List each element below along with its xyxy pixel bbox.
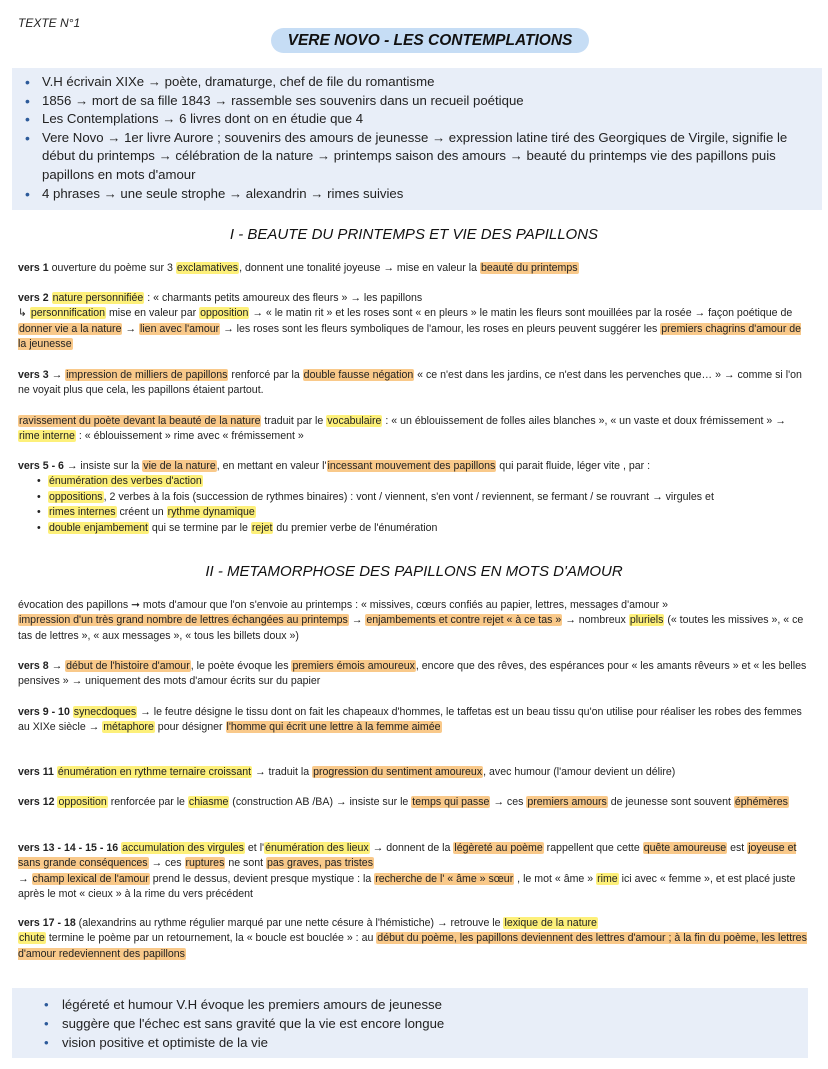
part2-evocation: évocation des papillons ➞ mots d'amour que l'on s'envoie au printemps : « missives, cœurs confiés au papier, lettres, messages d'amour » impression d'un très grand nombre de lettres échangées au printemps → enjambements et contre rejet « à ce tas » → nombreux pluriels (« toutes les missives », « ce tas de lettres », « aux messages », « tous les billets doux ») [18,599,804,642]
part1-v1: vers 1 ouverture du poème sur 3 exclamatives, donnent une tonalité joyeuse → mise en valeur la beauté du printemps [18,262,578,274]
page-title: VERE NOVO - LES CONTEMPLATIONS [271,28,589,53]
conclusion-item: • légéreté et humour V.H évoque les premiers amours de jeunesse [62,995,808,1014]
list-item: • rimes internes créent un rythme dynamique [48,505,808,520]
intro-item: • Les Contemplations → 6 livres dont on en étudie que 4 [42,110,804,129]
intro-item: • V.H écrivain XIXe → poète, dramaturge, chef de file du romantisme [42,73,804,92]
part2-v1316: vers 13 - 14 - 15 - 16 accumulation des virgules et l'énumération des lieux → donnent de la légèreté au poème rappellent que cette quête amoureuse est joyeuse et sans grande conséquences → ces ruptures ne sont pas graves, pas tristes → champ lexical de l'amour prend le dessus, devient presque mystique : la recherche de l' « âme » sœur , le mot « âme » rime ici avec « femme », et est placé juste après le mot « cieux » à la rime du vers précédent [18,842,797,901]
part1-v56: vers 5 - 6 → insiste sur la vie de la nature, en mettant en valeur l'incessant mouvement des papillons qui parait fluide, léger vite , par : • énumération des verbes d'action • oppositions, 2 verbes à la fois (succession de rythmes binaires) : vont / viennent, s'en vont / reviennent, se fermant / se rouvrant → virgules et • rimes internes créent un rythme dynamique • double enjambement qui se termine par le rejet du premier verbe de l'énumération [18,459,808,536]
part2-v910: vers 9 - 10 synecdoques → le feutre désigne le tissu dont on fait les chapeaux d'hommes, le taffetas est un beau tissu qu'on utilise pour réaliser les robes des femmes au XIXe siècle → métaphore pour désigner l'homme qui écrit une lettre à la femme aimée [18,706,802,734]
part2-v11: vers 11 énumération en rythme ternaire croissant → traduit la progression du sentiment amoureux, avec humour (l'amour devient un délire) [18,766,676,778]
intro-item: • Vere Novo → 1er livre Aurore ; souvenirs des amours de jeunesse → expression latine tiré des Georgiques de Virgile, signifie le début du printemps → célébration de la nature → printemps saison des amours → beauté du printemps vie des papillons puis papillons en mots d'amour [42,129,804,185]
list-item: • double enjambement qui se termine par le rejet du premier verbe de l'énumération [48,521,808,536]
section-title-2: II - METAMORPHOSE DES PAPILLONS EN MOTS D'AMOUR [205,563,623,580]
list-item: • oppositions, 2 verbes à la fois (succession de rythmes binaires) : vont / viennent, s'en vont / reviennent, se fermant / se rouvrant → virgules et [48,490,808,505]
intro-box [12,68,822,210]
conclusion-item: • suggère que l'échec est sans gravité que la vie est encore longue [62,1014,808,1033]
conclusion-item: • vision positive et optimiste de la vie [62,1033,808,1052]
conclusion-box [12,988,808,1058]
texte-label: TEXTE N°1 [18,16,81,30]
part1-v2: vers 2 nature personnifiée : « charmants petits amoureux des fleurs » → les papillons ↳ personnification mise en valeur par opposition → « le matin rit » et les roses sont « en pleurs » le matin les fleurs sont mouillées par la rosée → façon poétique de donner vie a la nature → lien avec l'amour → les roses sont les fleurs symboliques de l'amour, les roses en pleurs peuvent suggérer les premiers chagrins d'amour de la jeunesse [18,292,802,351]
section-title-1: I - BEAUTE DU PRINTEMPS ET VIE DES PAPILLONS [229,226,599,243]
part1-v3: vers 3 → impression de milliers de papillons renforcé par la double fausse négation « ce n'est dans les jardins, ce n'est dans les pervenches que… » → comme si l'on ne voyait plus que cela, les papillons étaient partout. [18,369,802,397]
part1-ravissement: ravissement du poète devant la beauté de la nature traduit par le vocabulaire : « un éblouissement de folles ailes blanches », « un vaste et doux frémissement » → rime interne : « éblouissement » rime avec « frémissement » [19,415,786,443]
intro-item: • 1856 → mort de sa fille 1843 → rassemble ses souvenirs dans un recueil poétique [42,92,804,111]
intro-item: • 4 phrases → une seule strophe → alexandrin → rimes suivies [42,185,804,204]
part2-v12: vers 12 opposition renforcée par le chiasme (construction AB /BA) → insiste sur le temps qui passe → ces premiers amours de jeunesse sont souvent éphémères [18,796,788,808]
list-item: • énumération des verbes d'action [48,474,808,489]
part2-v8: vers 8 → début de l'histoire d'amour, le poète évoque les premiers émois amoureux, encore que des rêves, des espérances pour « les amants rêveurs » et « les belles pensives » → uniquement des mots d'amour écrits sur du papier [18,660,807,688]
part2-v1718: vers 17 - 18 (alexandrins au rythme régulier marqué par une nette césure à l'hémistiche) → retrouve le lexique de la nature chute termine le poème par un retournement, la « boucle est bouclée » : au début du poème, les papillons deviennent des lettres d'amour ; à la fin du poème, les lettres d'amour redeviennent des papillons [18,917,807,960]
